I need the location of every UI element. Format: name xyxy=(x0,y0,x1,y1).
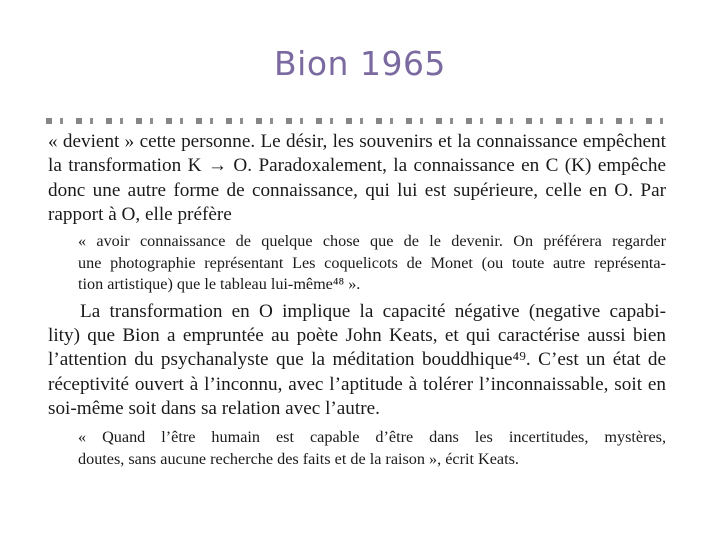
text-line: tion artistique) que le tableau lui-même⁴⁸ ». xyxy=(78,275,361,294)
quote-2 xyxy=(78,427,666,468)
text-line: une photographie représentant Les coquelicots de Monet (ou toute autre représenta- xyxy=(78,253,666,272)
scanned-page xyxy=(38,118,674,468)
text-line: soi-même soit dans sa relation avec l’autre. xyxy=(48,397,380,419)
text-line: « avoir connaissance de quelque chose que de le devenir. On préférera regarder xyxy=(78,232,666,251)
text-line: réceptivité ouvert à l’inconnu, avec l’aptitude à tolérer l’inconnaissable, soit en xyxy=(48,373,666,395)
quote-1 xyxy=(78,231,666,296)
paragraph-2 xyxy=(48,300,666,421)
text-line: « Quand l’être humain est capable d’être dans les incertitudes, mystères, xyxy=(78,428,666,447)
text-line: La transformation en O implique la capacité négative (negative capabi- xyxy=(80,300,666,322)
text-line: la transformation K → O. Paradoxalement, la connaissance en C (K) empêche xyxy=(48,155,666,177)
text-line: donc une autre forme de connaissance, qui lui est supérieure, celle en O. Par xyxy=(48,179,666,201)
text-line: doutes, sans aucune recherche des faits et de la raison », écrit Keats. xyxy=(78,449,519,468)
text-line: l’attention du psychanalyste que la méditation bouddhique⁴⁹. C’est un état de xyxy=(48,349,666,371)
slide-title: Bion 1965 xyxy=(274,44,446,83)
text-line: lity) que Bion a empruntée au poète John Keats, et qui caractérise aussi bien xyxy=(48,324,666,346)
page-text xyxy=(48,130,666,468)
text-line: « devient » cette personne. Le désir, les souvenirs et la connaissance empêchent xyxy=(48,131,666,152)
cropped-line-remnant xyxy=(46,118,666,124)
text-line: rapport à O, elle préfère xyxy=(48,203,232,225)
paragraph-1 xyxy=(48,130,666,227)
